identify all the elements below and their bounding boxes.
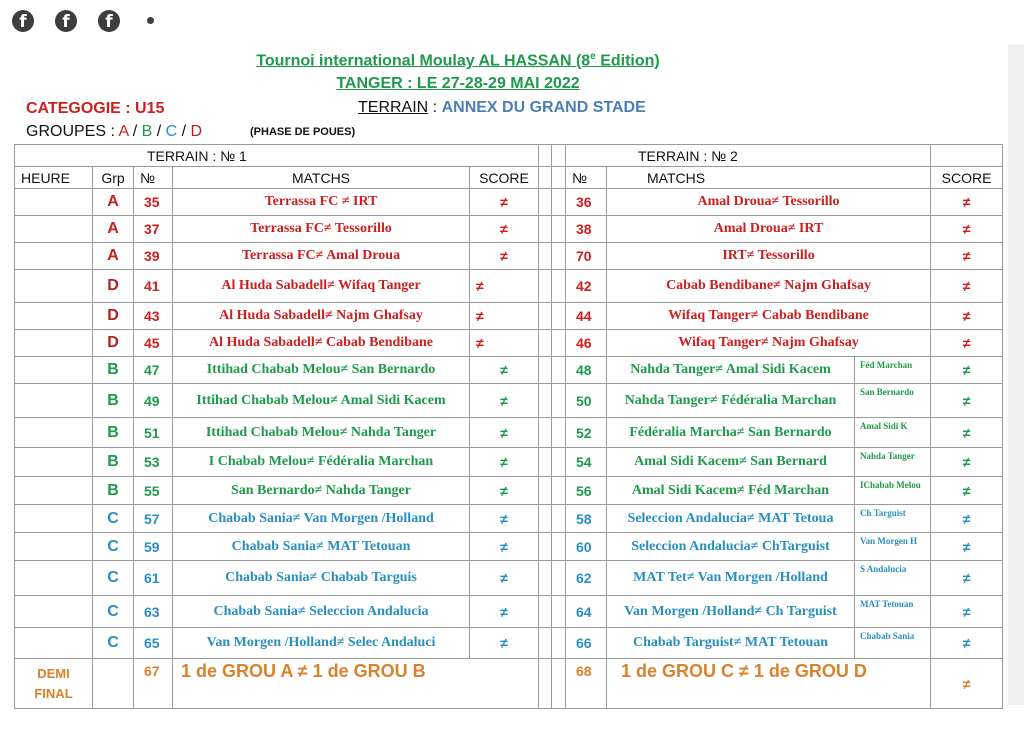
score-cell: ≠ — [470, 628, 539, 659]
match-number: 67 — [134, 659, 173, 709]
note-cell: San Bernardo — [855, 384, 931, 418]
match-cell: Nahda Tanger≠ Amal Sidi Kacem — [607, 357, 855, 384]
table-row — [15, 270, 1003, 303]
match-number: 42 — [566, 270, 607, 303]
group-cell: B — [93, 418, 134, 448]
match-number: 70 — [566, 243, 607, 270]
heure-cell — [15, 216, 93, 243]
match-number: 63 — [134, 596, 173, 628]
match-number: 43 — [134, 303, 173, 330]
table-row — [15, 303, 1003, 330]
match-number: 47 — [134, 357, 173, 384]
heure-cell — [15, 243, 93, 270]
score-cell: ≠ — [470, 477, 539, 505]
note-cell: Ch Targuist — [855, 505, 931, 533]
table-row — [15, 628, 1003, 659]
table-row — [15, 189, 1003, 216]
demi-final-label: DEMI FINAL — [15, 659, 93, 709]
score-cell: ≠ — [931, 303, 1003, 330]
match-cell: Amal Sidi Kacem≠ San Bernard — [607, 448, 855, 477]
heure-cell — [15, 561, 93, 596]
match-number: 38 — [566, 216, 607, 243]
match-number: 44 — [566, 303, 607, 330]
match-number: 57 — [134, 505, 173, 533]
match-cell: Nahda Tanger≠ Fédéralia Marchan — [607, 384, 855, 418]
score-cell: ≠ — [470, 303, 539, 330]
score-cell: ≠ — [470, 448, 539, 477]
score-cell: ≠ — [470, 189, 539, 216]
grp-header: Grp — [93, 167, 134, 189]
heure-cell — [15, 448, 93, 477]
match-cell: Van Morgen /Holland≠ Ch Targuist — [607, 596, 855, 628]
match-cell: Amal Droua≠ IRT — [607, 216, 931, 243]
match-cell: Seleccion Andalucia≠ ChTarguist — [607, 533, 855, 561]
match-cell: Chabab Sania≠ Van Morgen /Holland — [173, 505, 470, 533]
score-cell: ≠ — [470, 243, 539, 270]
tournament-date: TANGER : LE 27-28-29 MAI 2022 — [336, 75, 580, 92]
terrain2-header: TERRAIN : № 2 — [566, 145, 931, 167]
match-cell: Cabab Bendibane≠ Najm Ghafsay — [607, 270, 931, 303]
schedule-table — [14, 144, 1003, 709]
group-cell: D — [93, 330, 134, 357]
note-cell: Nahda Tanger — [855, 448, 931, 477]
score-cell: ≠ — [470, 505, 539, 533]
score-cell: ≠ — [470, 418, 539, 448]
match-cell: Amal Droua≠ Tessorillo — [607, 189, 931, 216]
match-number: 48 — [566, 357, 607, 384]
semi-final-match: 1 de GROU A ≠ 1 de GROU B — [173, 659, 539, 709]
score-cell: ≠ — [470, 561, 539, 596]
heure-header: HEURE — [15, 167, 93, 189]
match-number: 35 — [134, 189, 173, 216]
note-cell: Van Morgen H — [855, 533, 931, 561]
match-number: 65 — [134, 628, 173, 659]
match-number: 39 — [134, 243, 173, 270]
heure-cell — [15, 189, 93, 216]
group-cell: C — [93, 628, 134, 659]
match-cell: I Chabab Melou≠ Fédéralia Marchan — [173, 448, 470, 477]
terrain-header-row — [15, 145, 1003, 167]
facebook-icon[interactable]: f — [98, 10, 120, 32]
heure-cell — [15, 505, 93, 533]
heure-cell — [15, 357, 93, 384]
column-header-row — [15, 167, 1003, 189]
heure-cell — [15, 270, 93, 303]
table-row — [15, 505, 1003, 533]
table-row — [15, 561, 1003, 596]
group-cell: C — [93, 505, 134, 533]
matchs-header: MATCHS — [173, 167, 470, 189]
score-cell: ≠ — [931, 596, 1003, 628]
heure-cell — [15, 418, 93, 448]
facebook-icon[interactable]: f — [55, 10, 77, 32]
num-header: № — [134, 167, 173, 189]
score2-header: SCORE — [931, 167, 1003, 189]
match-cell: Al Huda Sabadell≠ Najm Ghafsay — [173, 303, 470, 330]
group-cell: D — [93, 270, 134, 303]
score-cell: ≠ — [470, 533, 539, 561]
match-number: 37 — [134, 216, 173, 243]
match-number: 41 — [134, 270, 173, 303]
match-number: 58 — [566, 505, 607, 533]
score-cell: ≠ — [931, 448, 1003, 477]
score-cell: ≠ — [931, 243, 1003, 270]
score-cell: ≠ — [931, 357, 1003, 384]
semi-final-match: 1 de GROU C ≠ 1 de GROU D — [607, 659, 931, 709]
match-number: 54 — [566, 448, 607, 477]
match-cell: Fédéralia Marcha≠ San Bernardo — [607, 418, 855, 448]
match-number: 53 — [134, 448, 173, 477]
groups-label: GROUPES : A / B / C / D — [26, 123, 203, 140]
group-cell: C — [93, 596, 134, 628]
match-number: 52 — [566, 418, 607, 448]
score-cell: ≠ — [931, 505, 1003, 533]
score-cell: ≠ — [931, 628, 1003, 659]
match-number: 56 — [566, 477, 607, 505]
match-number: 68 — [566, 659, 607, 709]
heure-cell — [15, 303, 93, 330]
table-row — [15, 477, 1003, 505]
match-cell: Wifaq Tanger≠ Cabab Bendibane — [607, 303, 931, 330]
match-number: 66 — [566, 628, 607, 659]
score-cell: ≠ — [931, 561, 1003, 596]
note-cell: S Andalucia — [855, 561, 931, 596]
match-cell: Chabab Sania≠ MAT Tetouan — [173, 533, 470, 561]
table-row — [15, 216, 1003, 243]
facebook-icon[interactable]: f — [12, 10, 34, 32]
match-cell: Van Morgen /Holland≠ Selec Andaluci — [173, 628, 470, 659]
match-cell: Terrassa FC ≠ IRT — [173, 189, 470, 216]
score-cell: ≠ — [470, 596, 539, 628]
match-number: 46 — [566, 330, 607, 357]
match-number: 50 — [566, 384, 607, 418]
heure-cell — [15, 596, 93, 628]
score-cell: ≠ — [931, 418, 1003, 448]
table-row — [15, 357, 1003, 384]
match-number: 60 — [566, 533, 607, 561]
note-cell: Amal Sidi K — [855, 418, 931, 448]
match-cell: Ittihad Chabab Melou≠ Nahda Tanger — [173, 418, 470, 448]
match-cell: Seleccion Andalucia≠ MAT Tetoua — [607, 505, 855, 533]
match-cell: Ittihad Chabab Melou≠ Amal Sidi Kacem — [173, 384, 470, 418]
heure-cell — [15, 384, 93, 418]
more-dot-icon[interactable] — [147, 17, 154, 24]
match-cell: MAT Tet≠ Van Morgen /Holland — [607, 561, 855, 596]
match-number: 62 — [566, 561, 607, 596]
terrain-label: TERRAIN : ANNEX DU GRAND STADE — [358, 99, 646, 116]
score-header: SCORE — [470, 167, 539, 189]
score-cell: ≠ — [931, 189, 1003, 216]
group-cell: D — [93, 303, 134, 330]
table-row — [15, 384, 1003, 418]
match-cell: IRT≠ Tessorillo — [607, 243, 931, 270]
matchs2-header: MATCHS — [607, 167, 931, 189]
group-cell: A — [93, 216, 134, 243]
score-cell: ≠ — [931, 384, 1003, 418]
demi-final-row — [15, 659, 1003, 709]
score-cell: ≠ — [931, 216, 1003, 243]
match-cell: Ittihad Chabab Melou≠ San Bernardo — [173, 357, 470, 384]
match-number: 59 — [134, 533, 173, 561]
group-cell: B — [93, 384, 134, 418]
table-row — [15, 243, 1003, 270]
category-label: CATEGOGIE : U15 — [26, 100, 165, 117]
group-cell: C — [93, 533, 134, 561]
group-cell: A — [93, 189, 134, 216]
terrain1-header: TERRAIN : № 1 — [15, 145, 539, 167]
match-cell: Al Huda Sabadell≠ Cabab Bendibane — [173, 330, 470, 357]
score-cell: ≠ — [931, 330, 1003, 357]
table-row — [15, 448, 1003, 477]
table-row — [15, 330, 1003, 357]
group-cell: C — [93, 561, 134, 596]
group-cell: B — [93, 357, 134, 384]
score-cell: ≠ — [470, 270, 539, 303]
score-cell: ≠ — [931, 533, 1003, 561]
phase-label: (PHASE DE POUES) — [250, 126, 356, 138]
match-number: 49 — [134, 384, 173, 418]
note-cell: IChabab Melou — [855, 477, 931, 505]
match-cell: San Bernardo≠ Nahda Tanger — [173, 477, 470, 505]
tournament-title: Tournoi international Moulay AL HASSAN (8e Edition) — [256, 51, 660, 70]
score-cell: ≠ — [470, 216, 539, 243]
match-cell: Wifaq Tanger≠ Najm Ghafsay — [607, 330, 931, 357]
match-number: 61 — [134, 561, 173, 596]
table-row — [15, 533, 1003, 561]
heure-cell — [15, 477, 93, 505]
score-cell: ≠ — [931, 659, 1003, 709]
match-cell: Chabab Targuist≠ MAT Tetouan — [607, 628, 855, 659]
num2-header: № — [566, 167, 607, 189]
group-cell: B — [93, 448, 134, 477]
score-cell: ≠ — [931, 270, 1003, 303]
match-number: 45 — [134, 330, 173, 357]
heure-cell — [15, 628, 93, 659]
group-cell: B — [93, 477, 134, 505]
note-cell: Chabab Sania — [855, 628, 931, 659]
table-row — [15, 418, 1003, 448]
heure-cell — [15, 533, 93, 561]
match-cell: Chabab Sania≠ Chabab Targuis — [173, 561, 470, 596]
match-cell: Terrassa FC≠ Amal Droua — [173, 243, 470, 270]
heure-cell — [15, 330, 93, 357]
match-cell: Chabab Sania≠ Seleccion Andalucia — [173, 596, 470, 628]
group-cell: A — [93, 243, 134, 270]
score-cell: ≠ — [470, 330, 539, 357]
table-row — [15, 596, 1003, 628]
score-cell: ≠ — [931, 477, 1003, 505]
scrollbar[interactable] — [1008, 45, 1024, 705]
match-number: 55 — [134, 477, 173, 505]
match-cell: Amal Sidi Kacem≠ Féd Marchan — [607, 477, 855, 505]
score-cell: ≠ — [470, 357, 539, 384]
note-cell: Féd Marchan — [855, 357, 931, 384]
note-cell: MAT Tetouan — [855, 596, 931, 628]
score-cell: ≠ — [470, 384, 539, 418]
match-cell: Terrassa FC≠ Tessorillo — [173, 216, 470, 243]
match-number: 51 — [134, 418, 173, 448]
match-cell: Al Huda Sabadell≠ Wifaq Tanger — [173, 270, 470, 303]
match-number: 64 — [566, 596, 607, 628]
match-number: 36 — [566, 189, 607, 216]
